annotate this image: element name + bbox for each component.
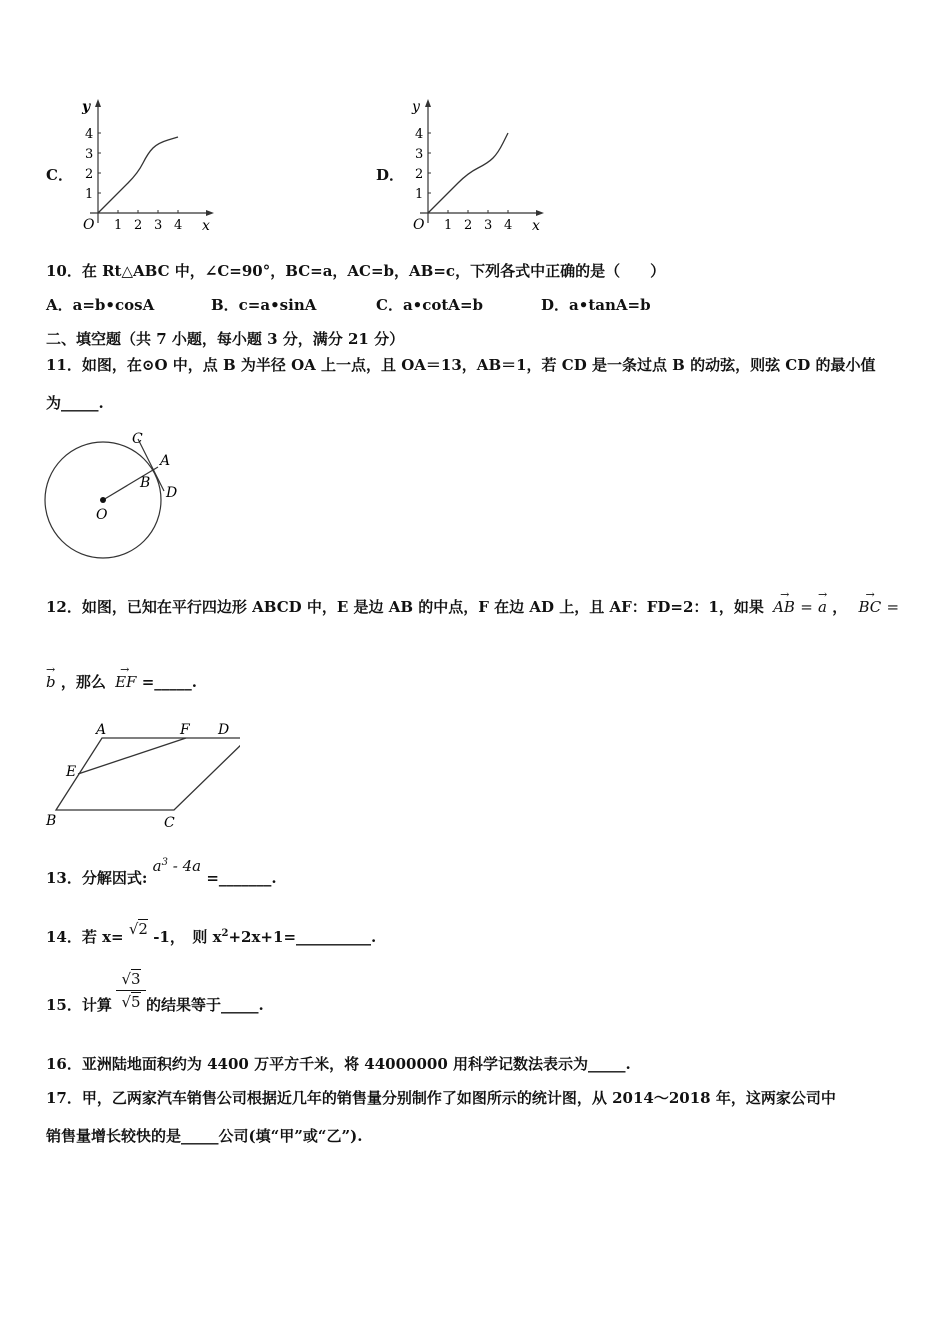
graph_d-y-tick-label-3: 3	[415, 147, 424, 162]
graph-c-x-label: x	[202, 218, 210, 234]
graph-c-x-arrow	[206, 210, 214, 216]
label-a: A	[96, 722, 107, 738]
graph-c-y-label: y	[82, 99, 91, 115]
q13: 13．分解因式: $a^3 - 4a$ =_______.	[46, 857, 277, 887]
graph-d-y-arrow	[425, 99, 431, 107]
q10-option-a: A．a=b•cosA	[46, 296, 155, 314]
graph_c-y-tick-label-2: 2	[85, 167, 94, 182]
q15-fraction: √3 √5	[116, 970, 146, 1011]
graph-d-origin: O	[413, 217, 425, 233]
q14: 14．若 x= √2 -1， 则 $x^2+2x+1=\_\_\_\_\_\_\_\_\_\_$.	[46, 920, 377, 946]
graph-c-curve	[98, 137, 178, 213]
q17-line2: 销售量增长较快的是_____公司(填“甲”或“乙”).	[46, 1127, 363, 1145]
graph_d-y-tick-label-1: 1	[415, 187, 424, 202]
graph-d-x-arrow	[536, 210, 544, 216]
q15-suffix: 的结果等于_____.	[146, 996, 264, 1014]
graph_c-y-tick-label-1: 1	[85, 187, 94, 202]
q10-stem: 10．在 Rt△ABC 中，∠C=90°，BC=a，AC=b，AB=c，下列各式中正确的是（ ）	[46, 262, 666, 280]
graph_d-x-tick-label-2: 2	[464, 218, 473, 233]
q11-line2: 为_____.	[46, 394, 104, 412]
graph_c-x-tick-label-2: 2	[134, 218, 143, 233]
graph_c-x-tick-label-1: 1	[114, 218, 123, 233]
label-d: D	[166, 485, 178, 501]
vector-ef: → EF	[115, 663, 137, 691]
label-a: A	[160, 453, 171, 469]
graph_d-y-tick-label-4: 4	[415, 127, 424, 142]
label-e: E	[66, 764, 77, 780]
label-o: O	[96, 507, 108, 523]
q13-expression: $a^3 - 4a$	[152, 857, 202, 875]
graph-d	[400, 95, 550, 240]
vector-a: → a	[818, 588, 828, 616]
label-b: B	[46, 813, 57, 829]
graph_d-x-tick-label-1: 1	[444, 218, 453, 233]
sqrt-2: √2	[128, 920, 148, 938]
graph_c-x-tick-label-3: 3	[154, 218, 163, 233]
graph-d-curve	[428, 133, 508, 213]
q10-option-d: D．a•tanA=b	[541, 296, 651, 314]
option-d-label: D．	[376, 166, 405, 184]
q11-circle-figure	[40, 425, 190, 565]
label-b: B	[140, 475, 151, 491]
vector-ab: → AB	[773, 588, 795, 616]
graph-d-x-label: x	[532, 218, 540, 234]
graph_d-x-tick-label-3: 3	[484, 218, 493, 233]
q12-line1: 12．如图，已知在平行四边形 ABCD 中，E 是边 AB 的中点，F 在边 AD 上，且 AF：FD=2：1，如果 → AB = → a ， → BC =	[46, 588, 900, 616]
parallelogram-abcd	[56, 738, 240, 810]
section-heading: 二、填空题（共 7 小题，每小题 3 分，满分 21 分）	[46, 330, 405, 348]
graph-d-y-label: y	[412, 99, 420, 115]
graph_c-y-tick-label-4: 4	[85, 127, 94, 142]
graph_c-y-tick-label-3: 3	[85, 147, 94, 162]
graph_d-x-tick-label-4: 4	[504, 218, 513, 233]
graph_d-y-tick-label-2: 2	[415, 167, 424, 182]
q17-line1: 17．甲，乙两家汽车销售公司根据近几年的销售量分别制作了如图所示的统计图，从 2014～2018 年，这两家公司中	[46, 1089, 836, 1107]
graph-c	[70, 95, 220, 240]
graph_c-x-tick-label-4: 4	[174, 218, 183, 233]
q12-stem: 12．如图，已知在平行四边形 ABCD 中，E 是边 AB 的中点，F 在边 AD 上，且 AF：FD=2：1，如果	[46, 598, 764, 616]
q16: 16．亚洲陆地面积约为 4400 万平方千米，将 44000000 用科学记数法表示为_____.	[46, 1055, 631, 1073]
vector-b: → b	[46, 663, 56, 691]
graph-c-origin: O	[83, 217, 95, 233]
label-f: F	[180, 722, 190, 738]
vector-bc: → BC	[858, 588, 882, 616]
option-c-label: C．	[46, 166, 73, 184]
q12-parallelogram-figure	[40, 718, 240, 833]
label-d: D	[218, 722, 230, 738]
q15-prefix: 15．计算	[46, 996, 112, 1014]
center-dot	[100, 497, 106, 503]
label-c: C	[132, 431, 143, 447]
graph-c-y-arrow	[95, 99, 101, 107]
q10-option-c: C．a•cotA=b	[376, 296, 484, 314]
q12-line2: → b ，那么 → EF =_____.	[46, 663, 197, 691]
segment-ef	[78, 738, 186, 774]
label-c: C	[164, 815, 175, 831]
q11-line1: 11．如图，在⊙O 中，点 B 为半径 OA 上一点，且 OA＝13，AB＝1，若 CD 是一条过点 B 的动弦，则弦 CD 的最小值	[46, 356, 876, 374]
q10-option-b: B．c=a•sinA	[211, 296, 317, 314]
